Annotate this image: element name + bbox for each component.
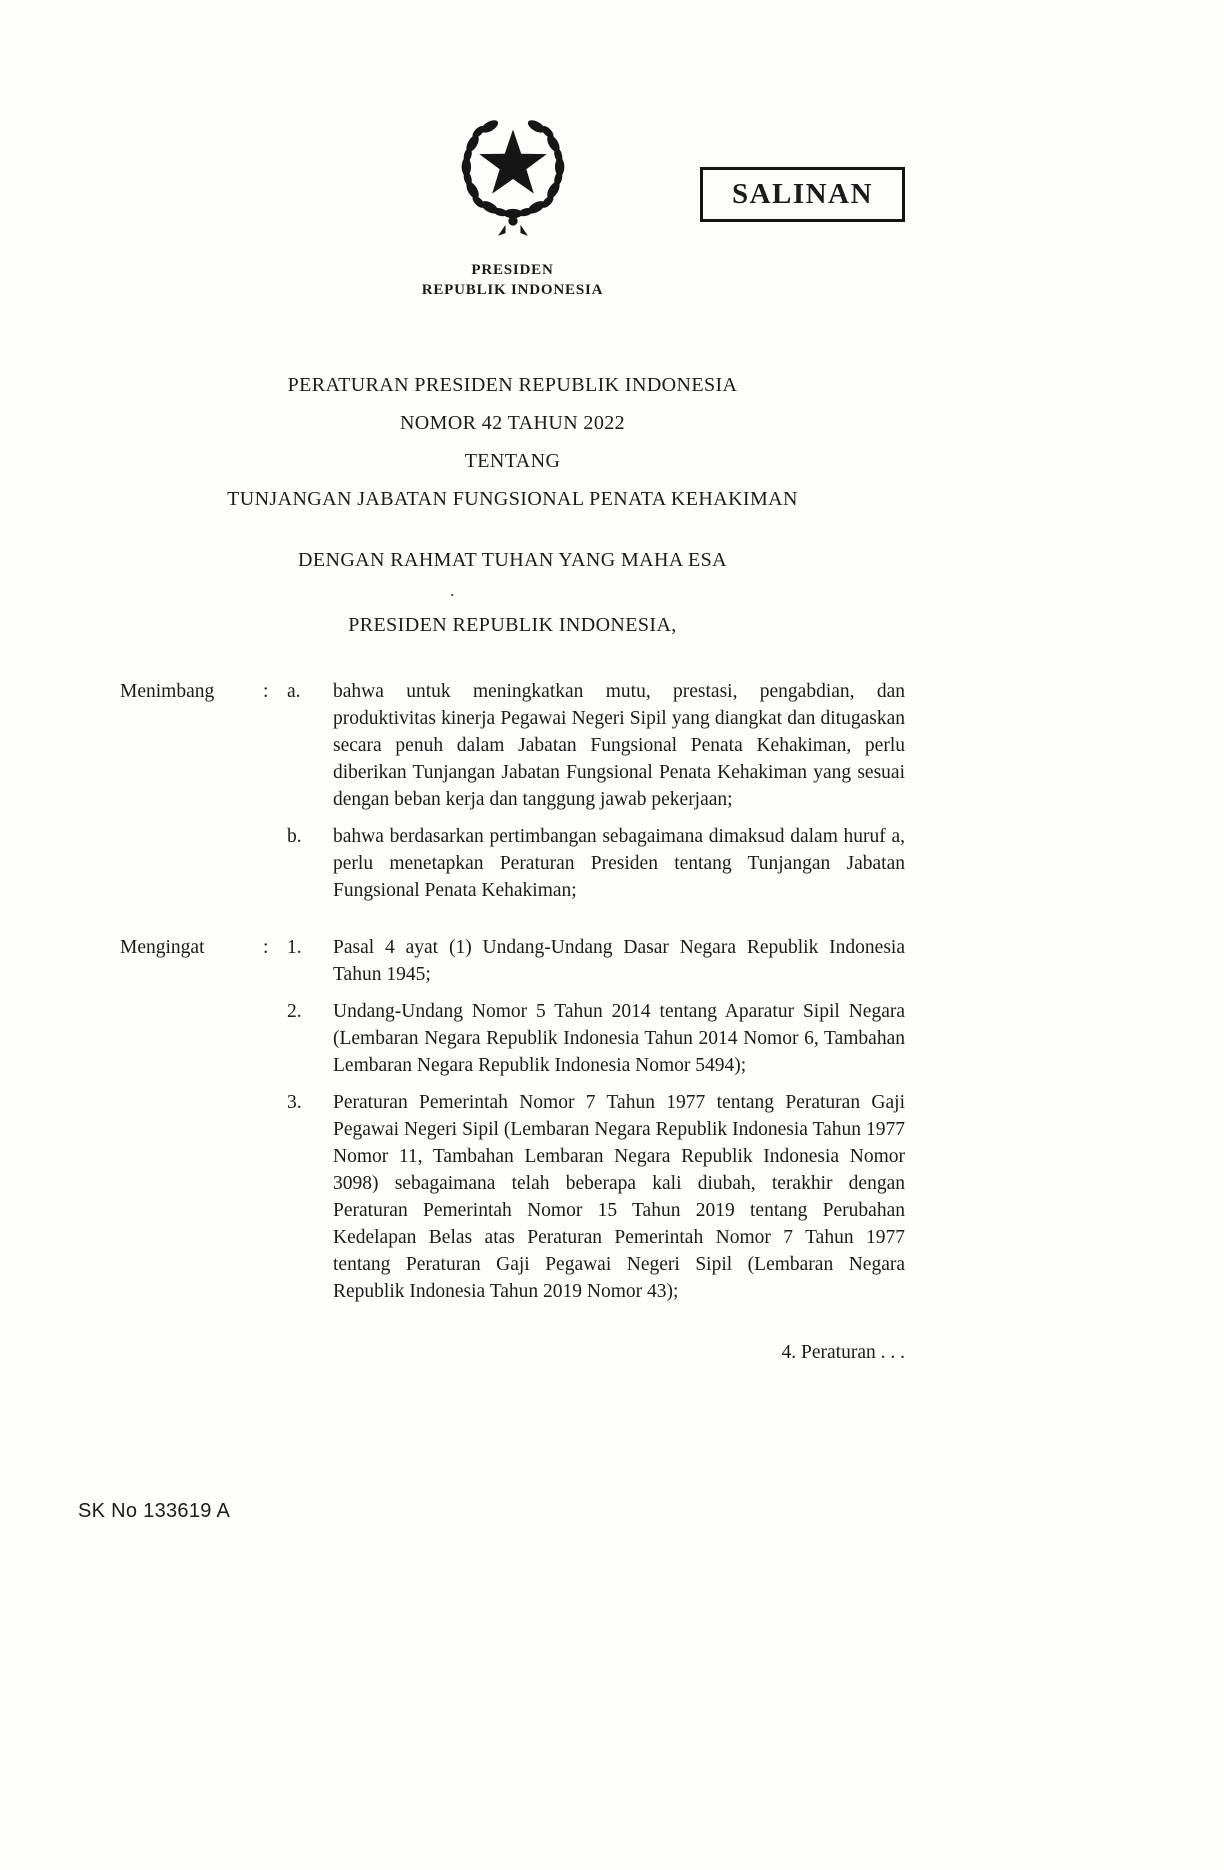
- recalling-colon: :: [263, 937, 269, 958]
- sk-number: SK No 133619 A: [78, 1500, 231, 1522]
- considering-label: Menimbang: [120, 681, 215, 702]
- recalling-row-3: [120, 1089, 905, 1305]
- item-text: bahwa untuk meningkatkan mutu, prestasi, pengabdian, dan produktivitas kinerja Pegawai Negeri Sipil yang diangkat dan ditugaskan secara penuh dalam Jabatan Fungsional Penata Kehakiman, perlu diberikan Tunjangan Jabatan Fungsional Penata Kehakiman yang sesuai dengan beban kerja dan tanggung jawab pekerjaan;: [333, 681, 905, 810]
- recalling-row-1: [120, 934, 905, 988]
- stray-period: .: [450, 580, 455, 600]
- letterhead-line2: REPUBLIK INDONESIA: [421, 282, 604, 298]
- title-line-number: NOMOR 42 TAHUN 2022: [399, 412, 626, 434]
- recalling-row-2: [120, 998, 905, 1079]
- recalling-label: Mengingat: [120, 937, 205, 958]
- regulation-title: [120, 366, 905, 518]
- item-marker: 3.: [287, 1092, 302, 1113]
- considering-row-a: [120, 678, 905, 813]
- letterhead: [120, 260, 905, 300]
- title-line-subject: TUNJANGAN JABATAN FUNGSIONAL PENATA KEHAKIMAN: [227, 488, 798, 510]
- item-text: bahwa berdasarkan pertimbangan sebagaimana dimaksud dalam huruf a, perlu menetapkan Peraturan Presiden tentang Tunjangan Jabatan Fungsional Penata Kehakiman;: [333, 826, 905, 901]
- issuer-line: PRESIDEN REPUBLIK INDONESIA,: [348, 614, 677, 636]
- body-block: [120, 678, 905, 1366]
- catchword: 4. Peraturan . . .: [781, 1342, 905, 1363]
- title-line-tentang: TENTANG: [464, 450, 561, 472]
- grace-line: DENGAN RAHMAT TUHAN YANG MAHA ESA: [298, 549, 727, 571]
- letterhead-line1: PRESIDEN: [471, 262, 554, 278]
- item-text: Undang-Undang Nomor 5 Tahun 2014 tentang Aparatur Sipil Negara (Lembaran Negara Republik Indonesia Tahun 2014 Nomor 6, Tambahan Lembaran Negara Republik Indonesia Nomor 5494);: [333, 1001, 905, 1076]
- item-marker: b.: [287, 826, 302, 847]
- considering-colon: :: [263, 681, 269, 702]
- item-marker: 1.: [287, 937, 302, 958]
- masthead: [120, 106, 905, 300]
- item-marker: 2.: [287, 1001, 302, 1022]
- item-text: Peraturan Pemerintah Nomor 7 Tahun 1977 tentang Peraturan Gaji Pegawai Negeri Sipil (Lembaran Negara Republik Indonesia Tahun 1977 Nomor 11, Tambahan Lembaran Negara Republik Indonesia Nomor 3098) sebagaimana telah beberapa kali diubah, terakhir dengan Peraturan Pemerintah Nomor 15 Tahun 2019 tentang Perubahan Kedelapan Belas atas Peraturan Pemerintah Nomor 7 Tahun 1977 tentang Peraturan Gaji Pegawai Negeri Sipil (Lembaran Negara Republik Indonesia Tahun 2019 Nomor 43);: [333, 1092, 905, 1302]
- considering-row-b: [120, 823, 905, 904]
- item-marker: a.: [287, 681, 301, 702]
- title-line-type: PERATURAN PRESIDEN REPUBLIK INDONESIA: [287, 374, 738, 396]
- presidential-seal-icon: [120, 106, 905, 252]
- item-text: Pasal 4 ayat (1) Undang-Undang Dasar Negara Republik Indonesia Tahun 1945;: [333, 937, 905, 985]
- salinan-label: SALINAN: [731, 178, 874, 210]
